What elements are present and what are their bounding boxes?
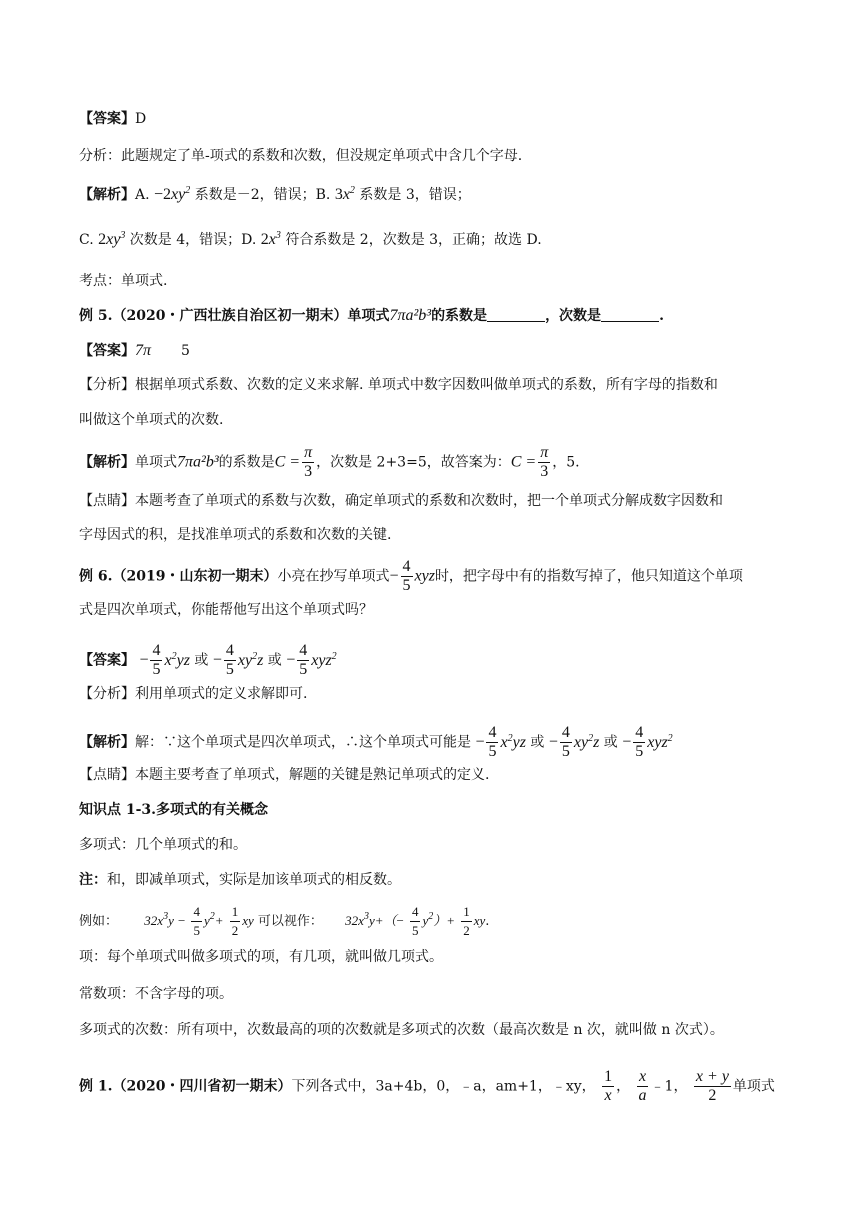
ex4-kaodian: 考点：单项式. (79, 273, 168, 289)
frac-num: 4 (635, 724, 644, 741)
frac-den: 5 (635, 743, 644, 760)
ex5-answer (79, 340, 790, 362)
expr-a (154, 186, 190, 203)
answer-tag: 【答案】 (79, 111, 135, 127)
frac-1-over-x: $\frac{1}{x}$ (604, 1068, 613, 1104)
expr-a-coef: −2 (154, 186, 172, 203)
ex6-dianjing: 【点睛】本题主要考查了单项式，解题的关键是熟记单项式的定义. (79, 767, 490, 783)
or-1: 或 (194, 652, 209, 669)
answer-value: D (135, 111, 147, 127)
frac-den-2: 3 (540, 463, 549, 480)
frac-x-over-a: $\frac{x}{a}$ (638, 1068, 647, 1104)
c-eq: C = (274, 453, 301, 471)
frac-j2 (560, 724, 572, 761)
ex5-mid: 的系数是 (431, 308, 488, 324)
or-2: 或 (603, 734, 618, 751)
frac-4-5 (401, 558, 413, 595)
expr-d-coef: 2 (260, 231, 269, 248)
ex6-jiexi-t1: 解：∵这个单项式是四次单项式，∴这个单项式可能是 (135, 734, 471, 751)
expr-c-coef: 2 (98, 231, 107, 248)
jiexi-term-2: $xy^2z$ (573, 732, 600, 751)
frac-a2 (224, 642, 236, 679)
answer-tag: 【答案】 (79, 343, 135, 359)
jiexi-tag: 【解析】 (79, 187, 135, 203)
ex6-answer: 【答案】 − $\frac{4}{5}$ $x^2yz$ 或 − $\frac{4}{5}$ $xy^2z$ 或 − $\frac{4}{5}$ xyz$^2$ (79, 642, 337, 678)
frac-den: 5 (152, 661, 161, 678)
frac-num-2: π (540, 444, 549, 461)
frac-a3 (297, 642, 309, 679)
kp-example-mid: 可以视作： (257, 914, 323, 929)
expr-d-var: x (268, 231, 276, 248)
kp-note-label: 注： (79, 872, 107, 888)
frac-poly-1 (191, 903, 202, 940)
kp-note (79, 869, 790, 891)
frac-den: 5 (411, 923, 419, 938)
expr-c (98, 231, 125, 248)
frac-num: 4 (191, 903, 202, 922)
frac-num: 4 (299, 642, 308, 659)
answer-v1: 7π (135, 342, 152, 359)
ex1-t4: 单项式 (732, 1078, 775, 1095)
frac-num: 4 (488, 724, 497, 741)
frac-num: 4 (152, 642, 161, 659)
ex1-header (79, 1068, 790, 1105)
kp-title: 知识点 1-3.多项式的有关概念 (79, 802, 269, 818)
ex5-dianjing-2: 字母因式的积，是找准单项式的系数和次数的关键. (79, 527, 392, 543)
ex5-analysis-2: 叫做这个单项式的次数. (79, 412, 224, 428)
expr-d (261, 231, 281, 248)
ex5-end: . (659, 308, 664, 324)
kp-def: 多项式：几个单项式的和。 (79, 837, 247, 853)
ex6-t2: 时，把字母中有的指数写掉了，他只知道这个单项 (434, 568, 743, 585)
kp-degree: 多项式的次数：所有项中，次数最高的项的次数就是多项式的次数（最高次数是 n 次，就叫做 n 次式）。 (79, 1022, 724, 1038)
frac-xy-over-2: $\frac{x + y}{2}$ (695, 1068, 729, 1104)
kp-term: 项：每个单项式叫做多项式的项，有几项，就叫做几项式。 (79, 949, 443, 965)
frac-num: 4 (402, 558, 411, 575)
ex6-title: 例 6.（2019・山东初一期末） (79, 568, 278, 585)
ex6-line2: 式是四次单项式，你能帮他写出这个单项式吗？ (79, 602, 373, 618)
ex1-t3: ﹣1， (650, 1078, 688, 1095)
frac-den: 5 (193, 923, 200, 938)
ex4-cd (79, 229, 790, 251)
kp-const: 常数项：不含字母的项。 (79, 986, 233, 1002)
ex5-expr: 7πa²b³ (389, 307, 432, 324)
ex5-title: 例 5.（2020・广西壮族自治区初一期末）单项式 (79, 308, 390, 324)
frac-j1 (486, 724, 498, 761)
ex6-analysis: 【分析】利用单项式的定义求解即可. (79, 686, 308, 702)
option-a-text: 系数是－2，错误；B. (194, 187, 331, 203)
frac-num: 4 (561, 724, 570, 741)
ex6-header: 例 6.（2019・山东初一期末）小亮在抄写单项式− $\frac{4}{5}$ xyz时，把字母中有的指数写掉了，他只知道这个单项 (79, 558, 743, 594)
frac-half-1: $\frac{1}{2}$ (231, 904, 239, 938)
frac-den: 5 (299, 661, 308, 678)
pi-over-3-2 (538, 444, 550, 481)
poly-2: $32x^3y+$（ (345, 911, 397, 928)
ex6-expr: xyz (414, 567, 435, 585)
ex5-jiexi-expr: 7πa²b³ (177, 453, 219, 471)
ex1-t2: ， (616, 1078, 631, 1095)
option-b-text: 系数是 3，错误； (359, 187, 471, 203)
frac-den: 5 (561, 743, 570, 760)
frac-num: 4 (225, 642, 234, 659)
expr-b-exp: 2 (349, 185, 355, 196)
ex5-jiexi-t1: 单项式 (135, 454, 177, 471)
answer-term-2: $xy^2z$ (237, 650, 264, 669)
option-d-text: 符合系数是 2，次数是 3，正确；故选 D. (285, 232, 542, 248)
jiexi-term-3: xyz$^2$ (647, 732, 673, 751)
option-c-label: C. (79, 232, 94, 248)
answer-v2: 5 (181, 343, 190, 359)
expr-a-var: xy (171, 186, 186, 203)
option-c-text: 次数是 4，错误；D. (129, 232, 257, 248)
frac-j3 (633, 724, 645, 761)
answer-tag: 【答案】 (79, 652, 135, 669)
poly-1: $32x^3y$ (144, 911, 174, 928)
or-2: 或 (267, 652, 282, 669)
ex5-jiexi (79, 444, 790, 481)
ex1-t1: 下列各式中，3a+4b，0，﹣a，am+1，﹣xy， (291, 1078, 596, 1095)
frac-num: 4 (410, 903, 421, 922)
frac-den: 3 (304, 463, 313, 480)
option-a-label: A. (135, 187, 150, 203)
expr-b-coef: 3 (334, 186, 343, 203)
kp-example-end: . (485, 914, 490, 929)
expr-c-exp: 3 (120, 230, 126, 241)
ex5-jiexi-t3: ，次数是 2+3=5，故答案为： (316, 454, 511, 471)
ex4-answer (79, 108, 790, 130)
frac-half-2: $\frac{1}{2}$ (463, 904, 470, 938)
frac-a1 (150, 642, 162, 679)
frac-den: 5 (402, 577, 411, 594)
frac-den: 5 (225, 661, 234, 678)
or-1: 或 (530, 734, 545, 751)
jiexi-term-1: $x^2yz$ (500, 732, 526, 751)
answer-term-1: $x^2yz$ (164, 650, 190, 669)
expr-a-exp: 2 (185, 185, 191, 196)
ex5-dianjing-1: 【点睛】本题考查了单项式的系数与次数，确定单项式的系数和次数时，把一个单项式分解成数字因数和 (79, 493, 723, 509)
kp-example: 例如： $32x^3y$ − $\frac{4}{5}$ $y^2+$ $\frac{1}{2}$ xy 可以视作： $32x^3y+(-$ $\frac{4}{5}$ $y^2)+$ $\frac{1}{2}$ xy. (79, 904, 490, 938)
blank-degree (601, 307, 659, 322)
ex5-jiexi-t4: ，5. (552, 454, 580, 471)
frac-den: 5 (488, 743, 497, 760)
ex6-jiexi: 【解析】解：∵这个单项式是四次单项式，∴这个单项式可能是 − $\frac{4}{5}$ $x^2yz$ 或 − $\frac{4}{5}$ $xy^2z$ 或 − $\frac{4}{5}$ xyz$^2$ (79, 724, 673, 760)
kp-example-label: 例如： (79, 914, 119, 929)
frac-num: π (304, 444, 313, 461)
ex5-mid2: ，次数是 (545, 308, 602, 324)
c-eq-2: C = (510, 453, 537, 471)
ex6-t1: 小亮在抄写单项式 (277, 568, 390, 585)
ex1-title: 例 1.（2020・四川省初一期末） (79, 1078, 292, 1095)
blank-coef (487, 307, 545, 322)
answer-term-3: xyz$^2$ (311, 650, 337, 669)
expr-c-var: xy (106, 231, 121, 248)
jiexi-tag: 【解析】 (79, 454, 135, 471)
ex4-analysis: 分析：此题规定了单-项式的系数和次数，但没规定单项式中含几个字母. (79, 148, 523, 164)
frac-poly-2 (410, 903, 421, 940)
ex5-header (79, 305, 790, 327)
kp-note-text: 和，即减单项式，实际是加该单项式的相反数。 (107, 872, 401, 888)
ex4-jiexi (79, 184, 790, 206)
ex5-analysis-1: 【分析】根据单项式系数、次数的定义来求解. 单项式中数字因数叫做单项式的系数，所有字母的指数和 (79, 377, 718, 393)
jiexi-tag: 【解析】 (79, 734, 135, 751)
ex5-jiexi-t2: 的系数是 (218, 454, 275, 471)
expr-b-var: x (342, 186, 350, 203)
expr-d-exp: 3 (275, 230, 281, 241)
pi-over-3 (302, 444, 314, 481)
expr-b (335, 186, 355, 203)
